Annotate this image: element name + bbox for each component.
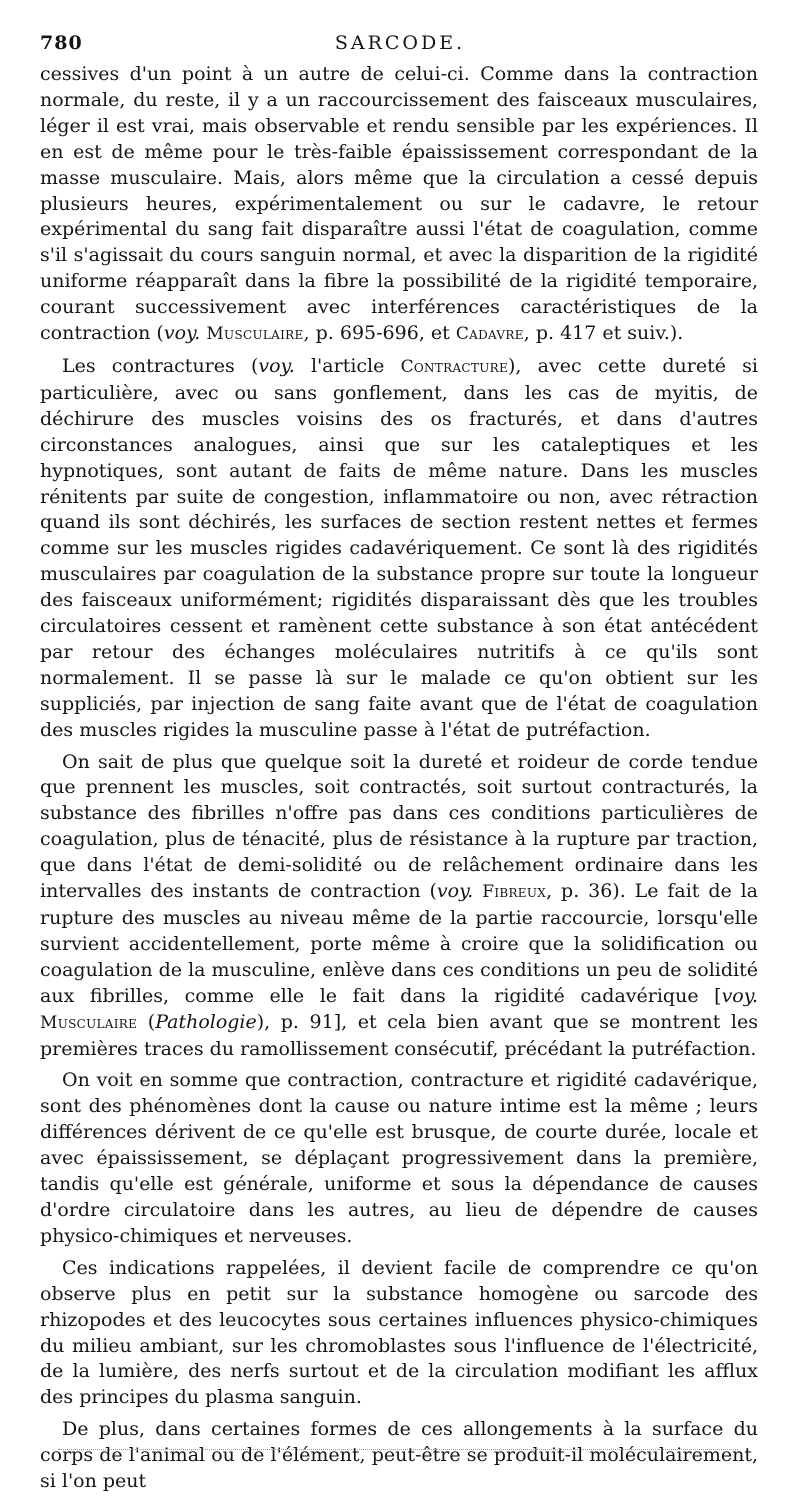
paragraph (40, 1417, 758, 1495)
cross-reference: Fibreux (482, 882, 547, 903)
italic-text: Pathologie (155, 1010, 257, 1033)
italic-text: voy. (258, 354, 295, 377)
italic-text: voy. (163, 322, 201, 345)
paragraph-text: On voit en somme que contraction, contracture et rigidité cadavérique, sont des phénomènes dont la cause ou nature intime est la même ; leurs différences dérivent de ce qu'elle est brusque, de courte durée, locale et avec épaississement, se déplaçant progressivement dans la première, tandis qu'elle est générale, uniforme et sous la dépendance de causes d'ordre circulatoire dans les autres, au lieu de dépendre de causes physico-chimiques et nerveuses. (40, 1069, 758, 1247)
paragraph-text: , p. 417 et suiv.). (523, 322, 684, 345)
page-number: 780 (40, 32, 83, 54)
cross-reference: Musculaire (40, 1012, 138, 1033)
paragraph-text: l'article (294, 354, 401, 377)
paragraph-text (473, 880, 482, 902)
paragraph (40, 1256, 758, 1411)
page-body (40, 62, 758, 1501)
paragraph (40, 750, 758, 1063)
italic-text: voy. (436, 880, 474, 903)
cross-reference: Contracture (400, 356, 509, 377)
paragraph-text: Ces indications rappelées, il devient facile de comprendre ce qu'on observe plus en petit sur la substance homogène ou sarcode des rhizopodes et des leucocytes sous certaines influences physico-chimiques du milieu ambiant, sur les chromoblastes sous l'influence de l'électricité, de la lumière, des nerfs surtout et de la circulation modifiant les afflux des principes du plasma sanguin. (40, 1256, 758, 1409)
paragraph-text: cessives d'un point à un autre de celui-ci. Comme dans la contraction normale, du reste, il y a un raccourcissement des faisceaux musculaires, léger il est vrai, mais observable et rendu sensible par les expériences. Il en est de même pour le très-faible épaississement correspondant de la masse musculaire. Mais, alors même que la circulation a cessé depuis plusieurs heures, expérimentalement ou sur le cadavre, le retour expérimental du sang fait disparaître aussi l'état de coagulation, comme s'il s'agissait du cours sanguin normal, et avec la disparition de la rigidité uniforme réapparaît dans la fibre la possibilité de la rigidité temporaire, courant successivement avec interférences caractéristiques de la contraction ( (40, 63, 758, 345)
paragraph (40, 1068, 758, 1249)
cross-reference: Cadavre (455, 324, 524, 345)
italic-text: voy. (721, 984, 758, 1007)
paragraph (40, 62, 758, 348)
paragraph (40, 354, 758, 744)
paragraph-text: ), p. 91], et cela bien avant que se montrent les premières traces du ramollissement consécutif, précédant la putréfaction. (40, 1010, 758, 1060)
running-title: SARCODE. (334, 32, 466, 54)
paragraph-text: De plus, dans certaines formes de ces allongements à la surface du corps de l'animal ou de l'élément, peut-être se produit-il moléculairement, si l'on peut (40, 1418, 758, 1493)
paragraph-text: ( (137, 1010, 156, 1033)
cross-reference: Musculaire (206, 324, 304, 345)
paragraph-text: Les contractures ( (62, 354, 259, 377)
paragraph-text: On sait de plus que quelque soit la dureté et roideur de corde tendue que prennent les muscles, soit contractés, soit surtout contracturés, la substance des fibrilles n'offre pas dans ces conditions particulières de coagulation, plus de ténacité, plus de résistance à la rupture par traction, que dans l'état de demi-solidité ou de relâchement ordinaire dans les intervalles des instants de contraction ( (40, 750, 758, 903)
paragraph-text: , p. 36). Le fait de la rupture des muscles au niveau même de la partie raccourcie, lorsqu'elle survient accidentellement, porte même à croire que la solidification ou coagulation de la musculine, enlève dans ces conditions un peu de solidité aux fibrilles, comme elle le fait dans la rigidité cadavérique [ (40, 880, 759, 1007)
bottom-dotted-rule (58, 1449, 738, 1450)
paragraph-text: ), avec cette dureté si particulière, avec ou sans gonflement, dans les cas de myitis, de déchirure des muscles voisins des os fracturés, et dans d'autres circonstances analogues, ainsi que sur les cataleptiques et les hypnotiques, sont autant de faits de même nature. Dans les muscles rénitents par suite de congestion, inflammatoire ou non, avec rétraction quand ils sont déchirés, les surfaces de section restent nettes et fermes comme sur les muscles rigides cadavériquement. Ce sont là des rigidités musculaires par coagulation de la substance propre sur toute la longueur des faisceaux uniformément; rigidités disparaissant dès que les troubles circulatoires cessent et ramènent cette substance à son état antécédent par retour des échanges moléculaires nutritifs à ce qu'ils sont normalement. Il se passe là sur le malade ce qu'on obtient sur les suppliciés, par injection de sang faite avant que de l'état de coagulation des muscles rigides la musculine passe à l'état de putréfaction. (40, 354, 758, 741)
page-header (40, 32, 760, 58)
paragraph-text: , p. 695-696, et (303, 322, 456, 345)
